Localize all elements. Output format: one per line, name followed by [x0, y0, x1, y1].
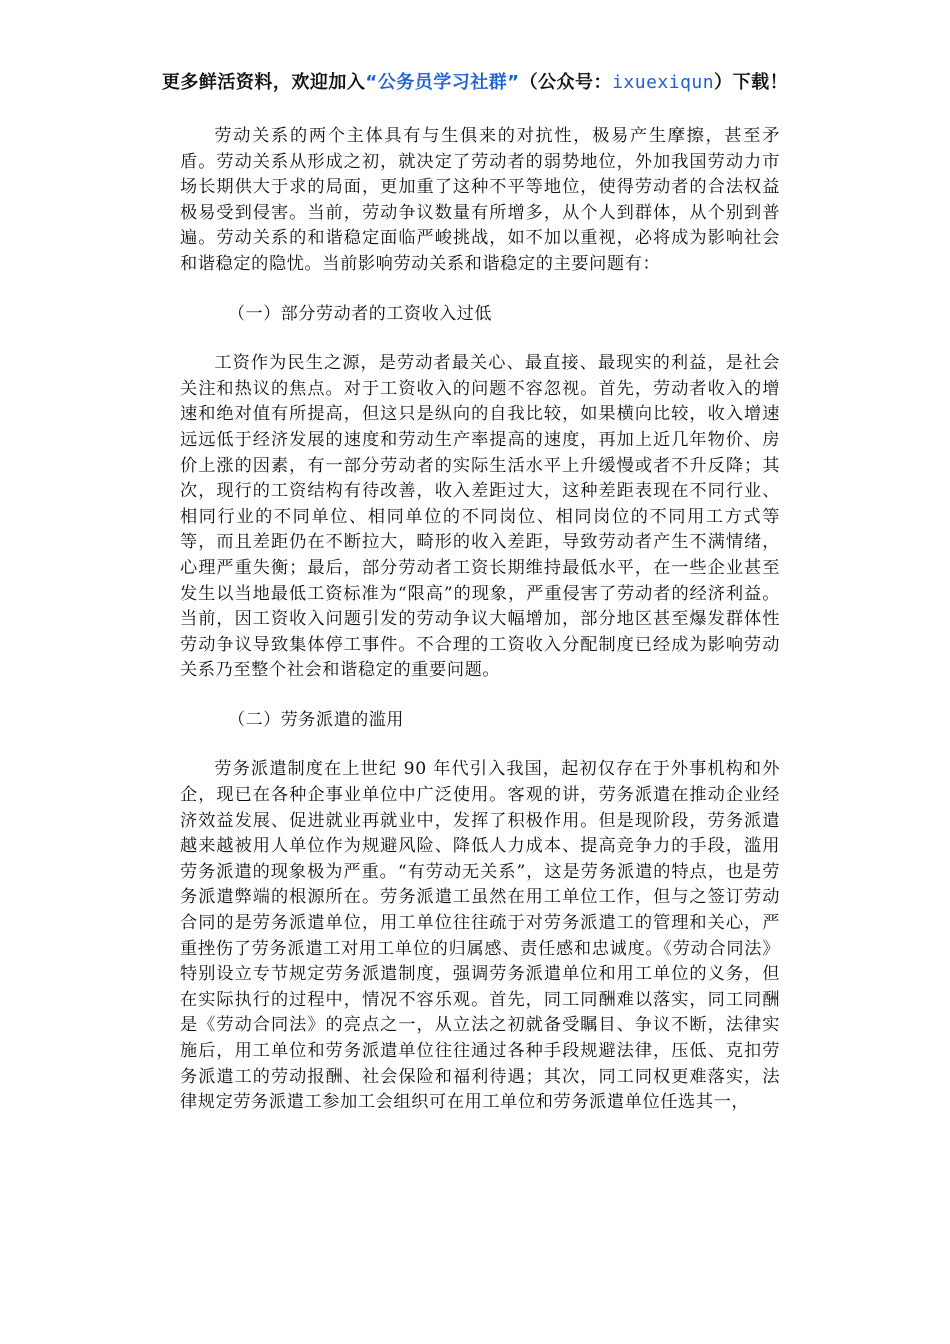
promo-header [0, 68, 950, 94]
promo-account-label: （公众号： [519, 72, 613, 93]
promo-account-id: ixuexiqun [612, 72, 715, 93]
section-heading-dispatch: （二）劳务派遣的滥用 [228, 709, 404, 730]
intro-paragraph: 劳动关系的两个主体具有与生俱来的对抗性，极易产生摩擦，甚至矛盾。劳动关系从形成之初，就决定了劳动者的弱势地位，外加我国劳动力市场长期供大于求的局面，更加重了这种不平等地位，使得劳动者的合法权益极易受到侵害。当前，劳动争议数量有所增多，从个人到群体，从个别到普遍。劳动关系的和谐稳定面临严峻挑战，如不加以重视，必将成为影响社会和谐稳定的隐忧。当前影响劳动关系和谐稳定的主要问题有： [180, 126, 780, 274]
promo-prefix: 更多鲜活资料，欢迎加入 [161, 72, 366, 93]
promo-group-name: “公务员学习社群” [365, 72, 520, 93]
document-body [180, 124, 780, 1140]
section-heading-wages: （一）部分劳动者的工资收入过低 [228, 303, 492, 324]
dispatch-paragraph: 劳务派遣制度在上世纪 90 年代引入我国，起初仅存在于外事机构和外企，现已在各种企事业单位中广泛使用。客观的讲，劳务派遣在推动企业经济效益发展、促进就业再就业中，发挥了积极作用。但是现阶段，劳务派遣越来越被用人单位作为规避风险、降低人力成本、提高竞争力的手段，滥用劳务派遣的现象极为严重。“有劳动无关系”，这是劳务派遣的特点，也是劳务派遣弊端的根源所在。劳务派遣工虽然在用工单位工作，但与之签订劳动合同的是劳务派遣单位，用工单位往往疏于对劳务派遣工的管理和关心，严重挫伤了劳务派遣工对用工单位的归属感、责任感和忠诚度。《劳动合同法》特别设立专节规定劳务派遣制度，强调劳务派遣单位和用工单位的义务，但在实际执行的过程中，情况不容乐观。首先，同工同酬难以落实，同工同酬是《劳动合同法》的亮点之一，从立法之初就备受瞩目、争议不断，法律实施后，用工单位和劳务派遣单位往往通过各种手段规避法律，压低、克扣劳务派遣工的劳动报酬、社会保险和福利待遇；其次，同工同权更难落实，法律规定劳务派遣工参加工会组织可在用工单位和劳务派遣单位任选其一， [180, 759, 780, 1113]
promo-suffix: ）下载！ [714, 72, 789, 93]
wages-paragraph: 工资作为民生之源，是劳动者最关心、最直接、最现实的利益，是社会关注和热议的焦点。对于工资收入的问题不容忽视。首先，劳动者收入的增速和绝对值有所提高，但这只是纵向的自我比较，如果横向比较，收入增速远远低于经济发展的速度和劳动生产率提高的速度，再加上近几年物价、房价上涨的因素，有一部分劳动者的实际生活水平上升缓慢或者不升反降；其次，现行的工资结构有待改善，收入差距过大，这种差距表现在不同行业、相同行业的不同单位、相同单位的不同岗位、相同岗位的不同用工方式等等，而且差距仍在不断拉大，畸形的收入差距，导致劳动者产生不满情绪，心理严重失衡；最后，部分劳动者工资长期维持最低水平，在一些企业甚至发生以当地最低工资标准为“限高”的现象，严重侵害了劳动者的经济利益。当前，因工资收入问题引发的劳动争议大幅增加，部分地区甚至爆发群体性劳动争议导致集体停工事件。不合理的工资收入分配制度已经成为影响劳动关系乃至整个社会和谐稳定的重要问题。 [180, 353, 780, 681]
